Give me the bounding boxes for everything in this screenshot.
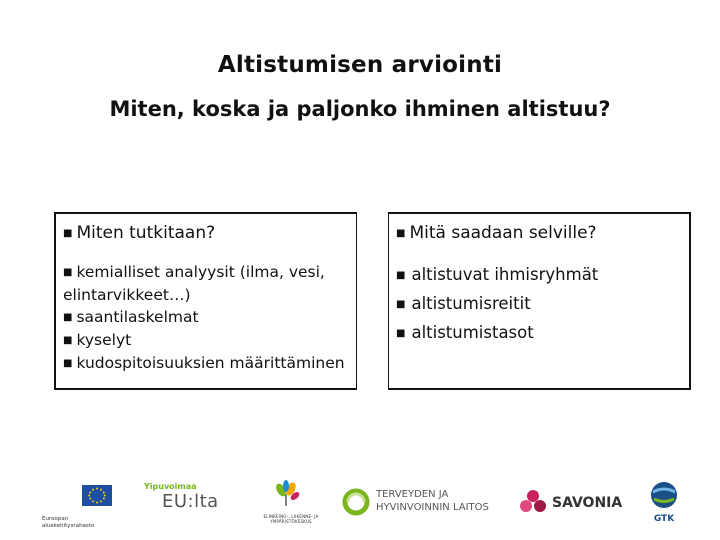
eu-flag-icon [42,480,114,512]
bullet-icon: ■ [396,228,406,239]
leaves-icon [250,480,332,510]
gtk-text: GTK [653,514,675,524]
results-list [396,261,682,348]
methods-list [63,261,349,375]
results-heading: ■ Mitä saadaan selville? [396,223,597,243]
list-item: ■ kudospitoisuuksien määrittäminen [63,354,345,372]
bullet-icon: ■ [63,358,73,369]
list-item: ■ altistuvat ihmisryhmät [396,265,599,284]
eu-caption: Euroopan aluekehitysrahasto [42,516,95,529]
list-item: ■ kyselyt [63,331,132,349]
thl-logo [342,486,502,520]
list-item: ■ saantilaskelmat [63,308,199,326]
page-subtitle: Miten, koska ja paljonko ihminen altistuu? [109,97,611,121]
methods-heading: ■ Miten tutkitaan? [63,223,216,243]
methods-box [54,212,357,390]
thl-line1: TERVEYDEN JA [376,489,449,500]
thl-swirl-icon [342,488,370,516]
list-item: ■ kemialliset analyysit (ilma, vesi, elintarvikkeet…) [63,263,325,304]
bullet-icon: ■ [63,228,73,239]
savonia-flower-icon [518,488,548,518]
eu-logo [42,480,114,529]
savonia-logo [518,486,628,520]
thl-line2: HYVINVOINNIN LAITOS [376,502,489,513]
eu-lta-logo [144,482,220,524]
eu-lta-text: EU:lta [162,491,219,512]
bullet-icon: ■ [396,299,406,310]
page-title: Altistumisen arviointi [217,52,503,78]
list-item: ■ altistumistasot [396,323,534,342]
ely-caption: ELINKEINO-, LIIKENNE- JA YMPÄRISTÖKESKUS [263,514,319,524]
eu-lta-top: Yipuvoimaa [144,482,197,491]
bullet-icon: ■ [396,270,406,281]
ely-logo [250,480,332,526]
savonia-text: SAVONIA [552,495,623,511]
logo-strip [0,478,720,528]
bullet-icon: ■ [63,267,73,278]
list-item: ■ altistumisreitit [396,294,531,313]
gtk-logo [648,480,684,526]
bullet-icon: ■ [396,328,406,339]
results-box [388,212,691,390]
gtk-globe-icon [648,480,680,510]
bullet-icon: ■ [63,312,73,323]
bullet-icon: ■ [63,335,73,346]
